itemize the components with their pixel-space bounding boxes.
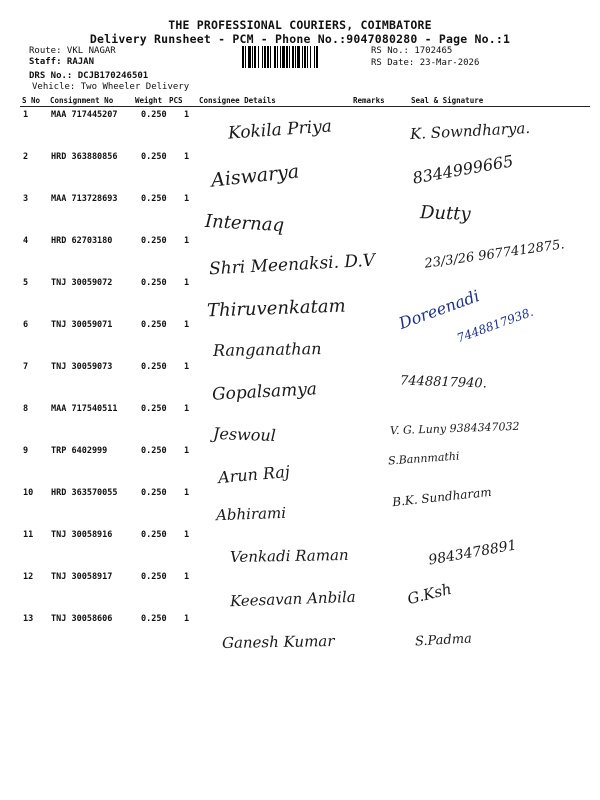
row-sno: 10 (23, 488, 34, 498)
row-sno: 4 (23, 236, 29, 246)
company-title: THE PROFESSIONAL COURIERS, COIMBATORE (168, 18, 432, 32)
row-pcs: 1 (184, 404, 190, 414)
consignee-signature: Keesavan Anbila (229, 587, 356, 611)
row-pcs: 1 (184, 320, 190, 330)
consignee-signature: Aiswarya (210, 160, 301, 192)
row-pcs: 1 (184, 446, 190, 456)
row-weight: 0.250 (141, 236, 167, 246)
row-sno: 5 (23, 278, 29, 288)
row-weight: 0.250 (141, 110, 167, 120)
row-pcs: 1 (184, 236, 190, 246)
row-weight: 0.250 (141, 446, 167, 456)
row-consignment-no: HRD 363880856 (51, 152, 118, 162)
runsheet-subtitle: Delivery Runsheet - PCM - Phone No.:9047080280 - Page No.:1 (89, 32, 511, 46)
row-sno: 8 (23, 404, 29, 414)
staff-label: Staff: RAJAN (29, 57, 95, 67)
row-weight: 0.250 (141, 530, 167, 540)
row-sno: 3 (23, 194, 29, 204)
seal-signature: V. G. Luny 9384347032 (389, 419, 520, 438)
row-sno: 2 (23, 152, 29, 162)
seal-signature: K. Sowndharya. (409, 118, 531, 144)
seal-signature: 7448817940. (399, 373, 488, 392)
row-consignment-no: TRP 6402999 (51, 446, 108, 456)
consignee-signature: Arun Raj (217, 461, 291, 488)
row-sno: 13 (23, 614, 34, 624)
col-pcs: PCS (169, 96, 183, 105)
row-weight: 0.250 (141, 572, 167, 582)
row-weight: 0.250 (141, 362, 167, 372)
rs-number: RS No.: 1702465 (371, 46, 453, 56)
row-weight: 0.250 (141, 320, 167, 330)
seal-signature: Dutty (419, 202, 472, 225)
row-consignment-no: HRD 363570055 (51, 488, 118, 498)
consignee-signature: Shri Meenaksi. D.V (208, 250, 376, 280)
row-pcs: 1 (184, 362, 190, 372)
row-weight: 0.250 (141, 488, 167, 498)
row-pcs: 1 (184, 530, 190, 540)
row-weight: 0.250 (141, 152, 167, 162)
row-pcs: 1 (184, 152, 190, 162)
row-sno: 11 (23, 530, 34, 540)
row-pcs: 1 (184, 488, 190, 498)
row-consignment-no: TNJ 30058606 (51, 614, 113, 624)
seal-signature: B.K. Sundharam (391, 484, 493, 510)
row-weight: 0.250 (141, 404, 167, 414)
row-sno: 9 (23, 446, 29, 456)
seal-signature: 8344999665 (411, 151, 515, 188)
seal-signature: 9843478891 (427, 537, 518, 569)
col-consignee: Consignee Details (199, 96, 276, 105)
table-row (0, 194, 600, 236)
seal-signature: S.Bannmathi (387, 449, 460, 468)
row-consignment-no: HRD 62703180 (51, 236, 113, 246)
seal-signature: 7448817938. (455, 304, 536, 346)
row-weight: 0.250 (141, 278, 167, 288)
vehicle-label: Vehicle: Two Wheeler Delivery (32, 82, 190, 92)
col-consignment: Consignment No (50, 96, 114, 105)
row-pcs: 1 (184, 194, 190, 204)
consignee-signature: Ganesh Kumar (221, 632, 335, 652)
row-consignment-no: MAA 713728693 (51, 194, 118, 204)
route-label: Route: VKL NAGAR (29, 46, 116, 56)
consignee-signature: Jeswoul (212, 423, 277, 446)
row-consignment-no: TNJ 30058916 (51, 530, 113, 540)
row-consignment-no: MAA 717445207 (51, 110, 118, 120)
col-weight: Weight (135, 96, 163, 105)
consignee-signature: Gopalsamya (211, 379, 318, 405)
row-pcs: 1 (184, 278, 190, 288)
row-pcs: 1 (184, 110, 190, 120)
seal-signature: 23/3/26 9677412875. (423, 237, 566, 272)
row-sno: 1 (23, 110, 29, 120)
row-consignment-no: TNJ 30058917 (51, 572, 113, 582)
col-seal: Seal & Signature (411, 96, 484, 105)
col-sno: S No (22, 96, 41, 105)
row-weight: 0.250 (141, 614, 167, 624)
seal-signature: Doreenadi (396, 286, 482, 333)
row-sno: 7 (23, 362, 29, 372)
seal-signature: G.Ksh (405, 579, 454, 609)
consignee-signature: Abhirami (215, 503, 287, 525)
consignee-signature: Kokila Priya (227, 116, 333, 144)
consignee-signature: Thiruvenkatam (206, 295, 346, 322)
barcode (242, 46, 364, 68)
row-consignment-no: MAA 717540511 (51, 404, 118, 414)
col-remarks: Remarks (353, 96, 385, 105)
row-consignment-no: TNJ 30059072 (51, 278, 113, 288)
table-row (0, 446, 600, 488)
header-rule (20, 106, 590, 107)
consignee-signature: Ranganathan (212, 339, 322, 360)
table-row (0, 488, 600, 530)
row-sno: 6 (23, 320, 29, 330)
row-weight: 0.250 (141, 194, 167, 204)
row-consignment-no: TNJ 30059071 (51, 320, 113, 330)
consignee-signature: Venkadi Raman (229, 545, 349, 567)
row-pcs: 1 (184, 572, 190, 582)
row-sno: 12 (23, 572, 34, 582)
drs-number: DRS No.: DCJB170246501 (29, 71, 149, 81)
row-consignment-no: TNJ 30059073 (51, 362, 113, 372)
consignee-signature: Internaq (204, 210, 285, 237)
rs-date: RS Date: 23-Mar-2026 (371, 58, 480, 68)
seal-signature: S.Padma (414, 631, 473, 650)
row-pcs: 1 (184, 614, 190, 624)
